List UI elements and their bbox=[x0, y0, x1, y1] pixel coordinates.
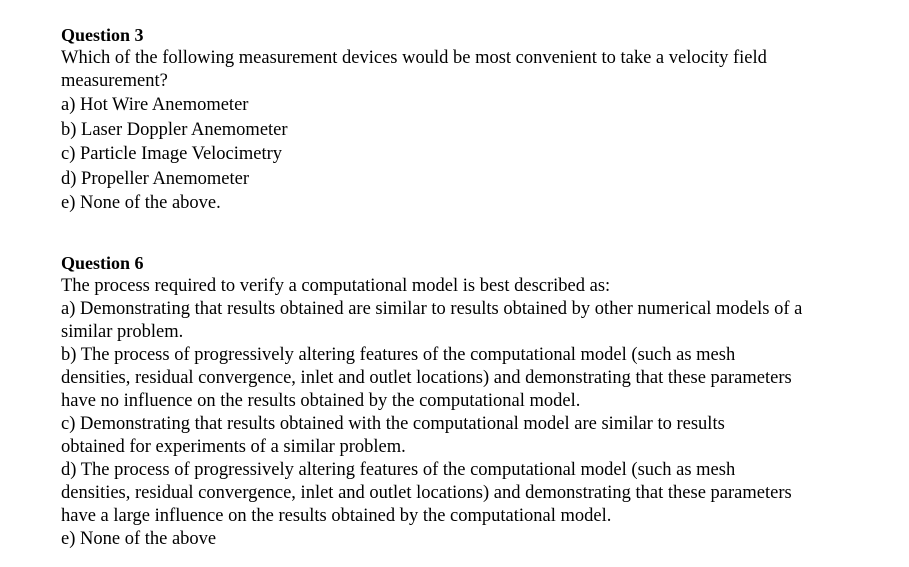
question-3 bbox=[61, 24, 861, 216]
option-a: a) Hot Wire Anemometer bbox=[61, 95, 249, 115]
option-d: d) The process of progressively altering features of the computational model (such as mesh densities, residual convergence, inlet and outlet locations) and demonstrating that these parameters have a large influence on the results obtained by the computational model. bbox=[61, 460, 792, 526]
question-title: Question 6 bbox=[61, 253, 144, 273]
option-c: c) Demonstrating that results obtained with the computational model are similar to results obtained for experiments of a similar problem. bbox=[61, 414, 725, 457]
option-b: b) The process of progressively altering features of the computational model (such as mesh densities, residual convergence, inlet and outlet locations) and demonstrating that these parameters have no influence on the results obtained by the computational model. bbox=[61, 345, 792, 411]
option-e: e) None of the above bbox=[61, 529, 217, 549]
option-d: d) Propeller Anemometer bbox=[61, 168, 250, 189]
question-stem: The process required to verify a computational model is best described as: bbox=[61, 276, 611, 296]
option-e: e) None of the above. bbox=[61, 193, 221, 213]
option-a: a) Demonstrating that results obtained are similar to results obtained by other numerical models of a similar problem. bbox=[61, 299, 803, 342]
question-title: Question 3 bbox=[61, 25, 144, 45]
question-6 bbox=[61, 252, 861, 551]
option-c: c) Particle Image Velocimetry bbox=[61, 144, 283, 164]
option-b: b) Laser Doppler Anemometer bbox=[61, 119, 288, 140]
question-stem: Which of the following measurement devices would be most convenient to take a velocity field measurement? bbox=[61, 48, 767, 91]
